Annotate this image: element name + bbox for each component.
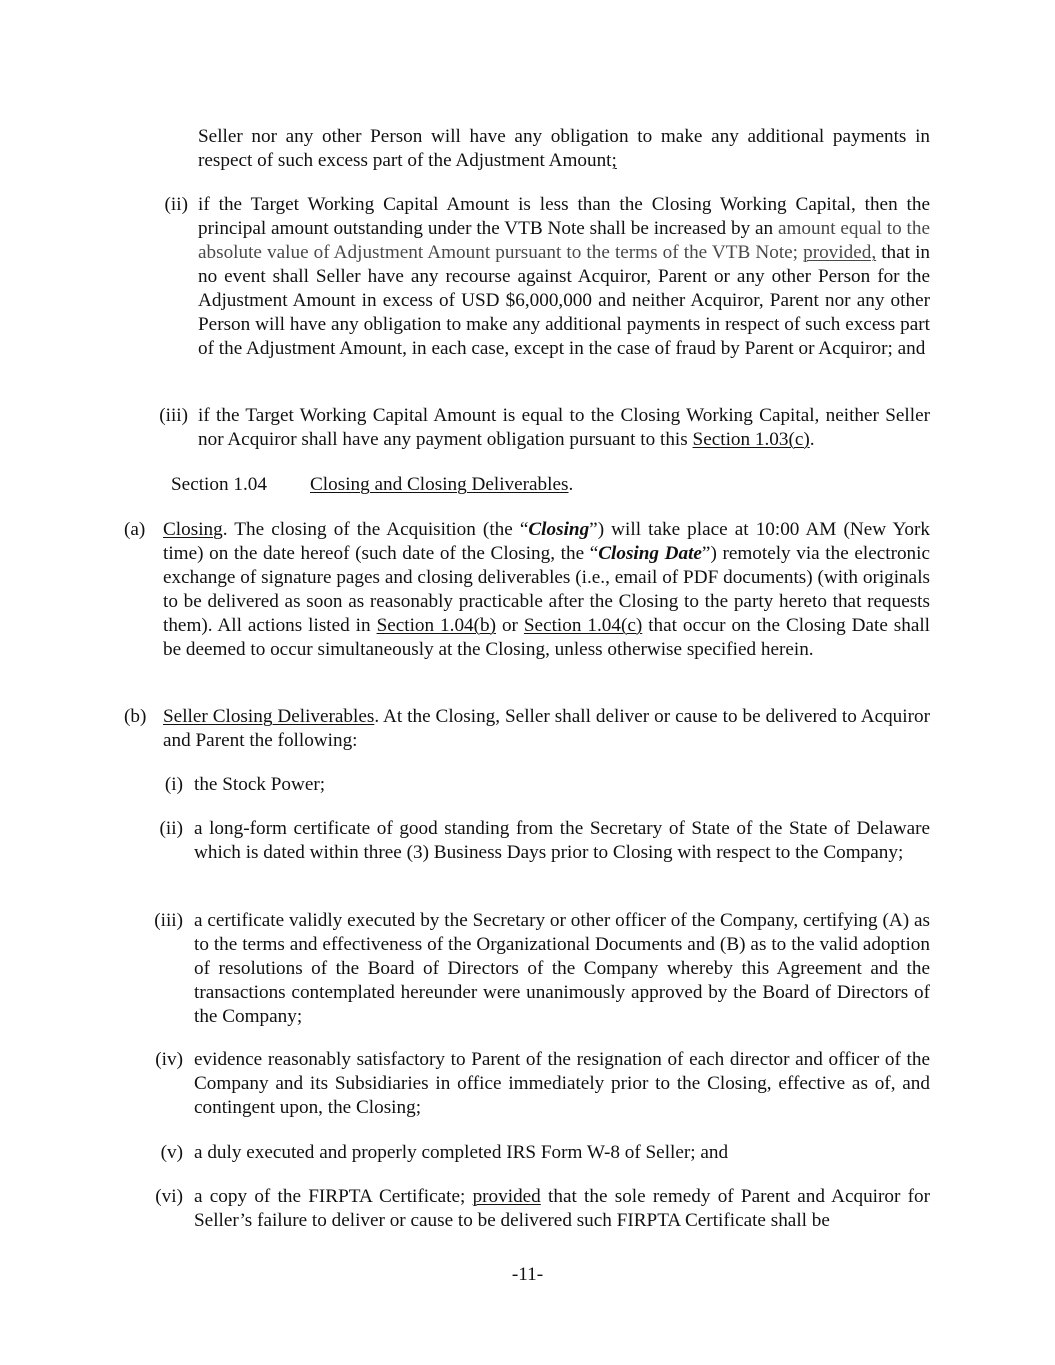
clause-a-section-ref-c: Section 1.04(c) xyxy=(523,615,643,636)
continuation-semicolon: ; xyxy=(611,150,617,171)
continuation-text: Seller nor any other Person will have any obligation to make any additional payments in respect of such excess part of the Adjustment Amount xyxy=(198,126,930,171)
clause-b-vi-text-2: that the sole remedy of Parent and Acquiror for Seller’s failure to deliver or cause to be delivered such FIRPTA Certificate shall be xyxy=(194,1186,930,1231)
clause-b-ii-marker: (ii) xyxy=(159,818,183,839)
clause-b-i-text: the Stock Power; xyxy=(194,774,326,795)
clause-ii-marker: (ii) xyxy=(164,194,188,215)
clause-b-text: . At the Closing, Seller shall deliver or cause to be delivered to Acquiror and Parent the following: xyxy=(163,706,930,751)
section-title-text: Closing and Closing Deliverables xyxy=(310,474,569,495)
clause-iii-section-ref: Section 1.03(c) xyxy=(692,429,810,450)
clause-a-defined-term-closing-date: Closing Date xyxy=(598,543,702,564)
continuation-paragraph xyxy=(198,125,930,173)
clause-a-marker: (a) xyxy=(124,519,146,540)
clause-ii-provided: provided, xyxy=(803,242,877,263)
clause-ii-paragraph xyxy=(198,193,930,361)
clause-b-iv-marker: (iv) xyxy=(155,1049,183,1070)
clause-b-iv-paragraph xyxy=(194,1048,930,1120)
clause-b-paragraph xyxy=(163,705,930,753)
clause-a-text-3: ”) remotely via the electronic exchange of signature pages and closing deliverables (i.e., email of PDF documents) (with originals to be delivered as soon as reasonably practicable after the Closing to the party hereto that requests them). All actions listed in xyxy=(163,543,930,636)
clause-a-heading: Closing xyxy=(163,519,223,540)
page-number: -11- xyxy=(511,1264,544,1285)
clause-b-ii-paragraph xyxy=(194,817,930,865)
clause-b-iii-marker: (iii) xyxy=(154,910,183,931)
section-title xyxy=(310,473,573,497)
clause-a-text-5: that occur on the Closing Date shall be deemed to occur simultaneously at the Closing, unless otherwise specified herein. xyxy=(163,615,931,660)
section-title-period: . xyxy=(568,474,574,495)
clause-b-vi-provided: provided xyxy=(472,1186,541,1207)
clause-b-vi-marker: (vi) xyxy=(155,1186,183,1207)
clause-iii-paragraph xyxy=(198,404,930,452)
section-number: Section 1.04 xyxy=(171,474,267,495)
clause-b-i-marker: (i) xyxy=(164,774,183,795)
clause-ii-text-1: if the Target Working Capital Amount is less than the Closing Working Capital, then the principal amount outstanding under the VTB Note shall be increased by an xyxy=(198,194,930,239)
clause-b-heading: Seller Closing Deliverables xyxy=(163,706,375,727)
clause-b-vi-paragraph xyxy=(194,1185,930,1233)
clause-a-defined-term-closing: Closing xyxy=(528,519,590,540)
clause-b-v-text: a duly executed and properly completed IRS Form W-8 of Seller; and xyxy=(194,1142,729,1163)
clause-b-v-paragraph xyxy=(194,1141,930,1165)
clause-a-section-ref-b: Section 1.04(b) xyxy=(376,615,497,636)
clause-a-text-2: ”) will take place at 10:00 AM (New York time) on the date hereof (such date of the Closing, the “ xyxy=(163,519,930,564)
clause-a-paragraph xyxy=(163,518,930,662)
clause-b-iii-paragraph xyxy=(194,909,930,1029)
clause-ii-text-2: amount equal to the absolute value of Adjustment Amount pursuant to the terms of the VTB Note; xyxy=(198,218,930,263)
clause-b-iii-text: a certificate validly executed by the Secretary or other officer of the Company, certifying (A) as to the terms and effectiveness of the Organizational Documents and (B) as to the valid adoption of resolutions of the Board of Directors of the Company whereby this Agreement and the transactions contemplated hereunder were unanimously approved by the Board of Directors of the Company; xyxy=(194,910,930,1027)
clause-iii-marker: (iii) xyxy=(159,405,188,426)
clause-b-vi-text-1: a copy of the FIRPTA Certificate; xyxy=(194,1186,473,1207)
clause-a-text-4: or xyxy=(496,615,524,636)
clause-b-iv-text: evidence reasonably satisfactory to Parent of the resignation of each director and officer of the Company and its Subsidiaries in office immediately prior to the Closing, effective as of, and contingent upon, the Closing; xyxy=(194,1049,930,1118)
clause-iii-text: if the Target Working Capital Amount is equal to the Closing Working Capital, neither Seller nor Acquiror shall have any payment obligation pursuant to this xyxy=(198,405,930,450)
clause-b-ii-text: a long-form certificate of good standing from the Secretary of State of the State of Delaware which is dated within three (3) Business Days prior to Closing with respect to the Company; xyxy=(194,818,930,863)
clause-iii-period: . xyxy=(809,429,815,450)
clause-b-v-marker: (v) xyxy=(160,1142,183,1163)
clause-b-i-paragraph xyxy=(194,773,930,797)
clause-b-marker: (b) xyxy=(124,706,147,727)
clause-a-text-1: . The closing of the Acquisition (the “ xyxy=(222,519,529,540)
clause-ii-text-3: that in no event shall Seller have any recourse against Acquiror, Parent or any other Person for the Adjustment Amount in excess of USD $6,000,000 and neither Acquiror, Parent nor any other Person will have any obligation to make any additional payments in respect of such excess part of the Adjustment Amount, in each case, except in the case of fraud by Parent or Acquiror; and xyxy=(198,242,930,359)
